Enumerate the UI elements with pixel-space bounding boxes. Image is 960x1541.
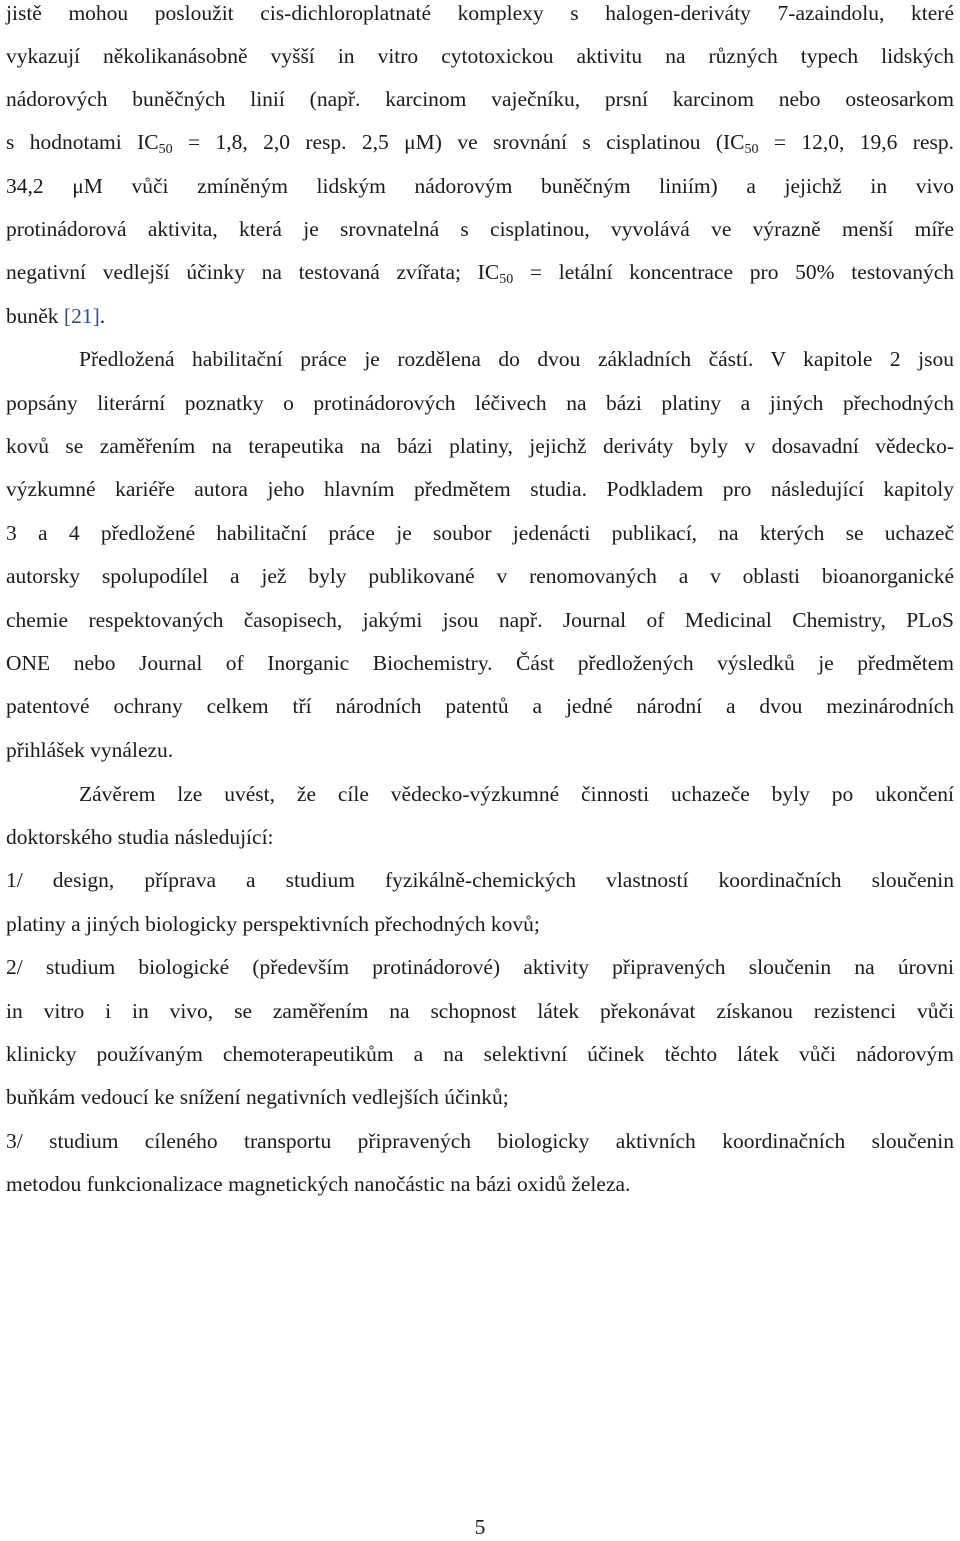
list-item: 3/ studium cíleného transportu připravených biologicky aktivních koordinačních sloučenin <box>6 1129 954 1153</box>
text-line: 3 a 4 předložené habilitační práce je soubor jedenácti publikací, na kterých se uchazeč <box>6 521 954 545</box>
text-line: negativní vedlejší účinky na testovaná zvířata; $IC_{50}$ = letální koncentrace pro 50% testovaných <box>6 260 954 287</box>
text-line: s hodnotami $IC_{50} = 1,8$, 2,0 resp. 2,5 μM) ve srovnání s cisplatinou ($IC_{50} = 12,0$, 19,6 resp. <box>6 130 954 157</box>
text-line: patentové ochrany celkem tří národních patentů a jedné národní a dvou mezinárodních <box>6 694 954 718</box>
text-line: 34,2 μM vůči zmíněným lidským nádorovým buněčným liniím) a jejichž in vivo <box>6 174 954 198</box>
text-line: nádorových buněčných linií (např. karcinom vaječníku, prsní karcinom nebo osteosarkom <box>6 87 954 111</box>
text-line: in vitro i in vivo, se zaměřením na schopnost látek překonávat získanou rezistenci vůči <box>6 999 954 1023</box>
text-line: Předložená habilitační práce je rozdělena do dvou základních částí. V kapitole 2 jsou <box>79 347 954 371</box>
text-line: klinicky používaným chemoterapeutikům a na selektivní účinek těchto látek vůči nádorovým <box>6 1042 954 1066</box>
text-line: protinádorová aktivita, která je srovnatelná s cisplatinou, vyvolává ve výrazně menší míře <box>6 217 954 241</box>
text-line: metodou funkcionalizace magnetických nanočástic na bázi oxidů železa. <box>6 1172 631 1196</box>
page-number: 5 <box>474 1515 486 1539</box>
text-line: výzkumné kariéře autora jeho hlavním předmětem studia. Podkladem pro následující kapitoly <box>6 477 954 501</box>
citation-link[interactable]: [21] <box>63 304 100 328</box>
list-item: 2/ studium biologické (především protinádorové) aktivity připravených sloučenin na úrovni <box>6 955 954 979</box>
text-line: kovů se zaměřením na terapeutika na bázi platiny, jejichž deriváty byly v dosavadní vědecko- <box>6 434 954 458</box>
text-line: buněk [21]. <box>6 304 106 328</box>
text-line: vykazují několikanásobně vyšší in vitro cytotoxickou aktivitu na různých typech lidských <box>6 44 954 68</box>
text-line: jistě mohou posloužit cis-dichloroplatnaté komplexy s halogen-deriváty 7-azaindolu, které <box>6 1 954 25</box>
text-line: ONE nebo Journal of Inorganic Biochemistry. Část předložených výsledků je předmětem <box>6 651 954 675</box>
text-line: autorsky spolupodílel a jež byly publikované v renomovaných a v oblasti bioanorganické <box>6 564 954 588</box>
text-line: buňkám vedoucí ke snížení negativních vedlejších účinků; <box>6 1085 509 1109</box>
list-item: 1/ design, příprava a studium fyzikálně-chemických vlastností koordinačních sloučenin <box>6 868 954 892</box>
text-line: chemie respektovaných časopisech, jakými jsou např. Journal of Medicinal Chemistry, PLoS <box>6 608 954 632</box>
text-line: přihlášek vynálezu. <box>6 738 174 762</box>
text-line: Závěrem lze uvést, že cíle vědecko-výzkumné činnosti uchazeče byly po ukončení <box>79 782 954 806</box>
text-line: platiny a jiných biologicky perspektivních přechodných kovů; <box>6 912 540 936</box>
text-line: popsány literární poznatky o protinádorových léčivech na bázi platiny a jiných přechodných <box>6 391 954 415</box>
text-line: doktorského studia následující: <box>6 825 274 849</box>
